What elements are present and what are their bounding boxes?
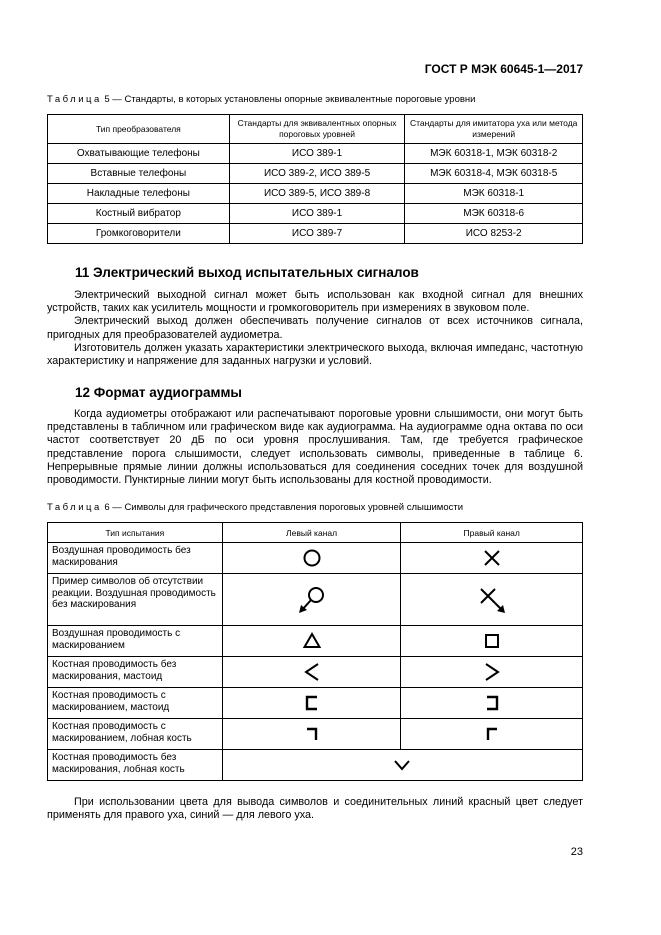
paragraph: При использовании цвета для вывода символов и соединительных линий красный цвет следует применять для правого уха, синий — для левого уха. <box>47 796 583 822</box>
table-cell <box>222 574 401 626</box>
table-cell <box>401 688 583 719</box>
section11-body <box>47 289 583 368</box>
table-header-row <box>48 523 583 543</box>
table5-caption <box>47 94 475 105</box>
table-cell: Пример символов об отсутствии реакции. Воздушная проводимость без маскирования <box>48 574 223 626</box>
paragraph: Когда аудиометры отображают или распечатывают пороговые уровни слышимости, они могут быть представлены в табличном или графическом виде как аудиограмма. На аудиограмме одна октава по оси частот соответствует 20 дБ по оси уровня прослушивания. Там, где требуется графическое представление порога слышимости, следует использовать символы, приведенные в таблице 6. Непрерывные прямые линии должны использоваться для соединения соседних точек для воздушной проводимости. Пунктирные линии могут быть использованы для костной проводимости. <box>47 408 583 487</box>
chevron-down-icon <box>391 754 413 776</box>
table-cell: МЭК 60318-4, МЭК 60318-5 <box>405 164 583 184</box>
corner-right-icon <box>301 723 323 745</box>
table-cell <box>222 657 401 688</box>
table-cell: Громкоговорители <box>48 224 230 244</box>
table-row <box>48 574 583 626</box>
corner-left-icon <box>481 723 503 745</box>
table-row <box>48 626 583 657</box>
cross-icon <box>481 547 503 569</box>
section12-heading: 12 Формат аудиограммы <box>75 385 242 400</box>
table-cell: Костная проводимость с маскированием, мастоид <box>48 688 223 719</box>
table-row <box>48 164 583 184</box>
table-cell <box>222 688 401 719</box>
table-cell: ИСО 389-1 <box>229 144 405 164</box>
table-row <box>48 543 583 574</box>
column-header: Стандарты для имитатора уха или метода измерений <box>405 115 583 144</box>
table-cell: Костная проводимость без маскирования, мастоид <box>48 657 223 688</box>
table-row <box>48 750 583 781</box>
square-icon <box>481 630 503 652</box>
table-cell: ИСО 389-5, ИСО 389-8 <box>229 184 405 204</box>
table-cell: Воздушная проводимость с маскированием <box>48 626 223 657</box>
circle-icon <box>301 547 323 569</box>
table-cell: Костная проводимость без маскирования, лобная кость <box>48 750 223 781</box>
table5 <box>47 114 583 244</box>
column-header: Правый канал <box>401 523 583 543</box>
table-cell: Накладные телефоны <box>48 184 230 204</box>
table-row <box>48 657 583 688</box>
closing-body <box>47 796 583 822</box>
column-header: Тип преобразователя <box>48 115 230 144</box>
table-cell: Воздушная проводимость без маскирования <box>48 543 223 574</box>
table-row <box>48 184 583 204</box>
column-header: Стандарты для эквивалентных опорных пороговых уровней <box>229 115 405 144</box>
table-cell <box>401 626 583 657</box>
table-cell: МЭК 60318-6 <box>405 204 583 224</box>
table-cell <box>222 543 401 574</box>
page-number: 23 <box>570 846 583 858</box>
table-row <box>48 144 583 164</box>
table-cell <box>401 574 583 626</box>
table-row <box>48 224 583 244</box>
paragraph: Электрический выход должен обеспечивать получение сигналов от всех источников сигнала, пригодных для преобразователей аудиометра. <box>47 315 583 341</box>
table-row <box>48 688 583 719</box>
section11-heading: 11 Электрический выход испытательных сигналов <box>75 265 419 280</box>
table-cell: МЭК 60318-1 <box>405 184 583 204</box>
table5-caption-word: Таблица <box>47 94 102 105</box>
table-cell <box>222 719 401 750</box>
table-cell <box>401 719 583 750</box>
table-cell: ИСО 8253-2 <box>405 224 583 244</box>
left-bracket-icon <box>301 692 323 714</box>
table-cell <box>222 626 401 657</box>
triangle-icon <box>301 630 323 652</box>
table-cell: Охватывающие телефоны <box>48 144 230 164</box>
paragraph: Электрический выходной сигнал может быть использован как входной сигнал для внешних устройств, таких как усилитель мощности и громкоговоритель при измерениях в звуковом поле. <box>47 289 583 315</box>
section12-body <box>47 408 583 487</box>
table-header-row <box>48 115 583 144</box>
document-header: ГОСТ Р МЭК 60645-1—2017 <box>424 62 583 76</box>
table-cell: Костная проводимость с маскированием, лобная кость <box>48 719 223 750</box>
table-cell <box>401 543 583 574</box>
table-cell: Вставные телефоны <box>48 164 230 184</box>
table5-caption-text: 5 — Стандарты, в которых установлены опорные эквивалентные пороговые уровни <box>101 94 476 105</box>
column-header: Левый канал <box>222 523 401 543</box>
table-cell: ИСО 389-7 <box>229 224 405 244</box>
table6 <box>47 522 583 781</box>
table-row <box>48 719 583 750</box>
column-header: Тип испытания <box>48 523 223 543</box>
table-cell <box>401 657 583 688</box>
table-cell: ИСО 389-1 <box>229 204 405 224</box>
table6-caption-word: Таблица <box>47 502 102 513</box>
table-cell: ИСО 389-2, ИСО 389-5 <box>229 164 405 184</box>
table-cell <box>222 750 582 781</box>
cross-arrow-icon <box>475 583 509 617</box>
table6-caption <box>47 502 463 513</box>
table-row <box>48 204 583 224</box>
greater-than-icon <box>481 661 503 683</box>
paragraph: Изготовитель должен указать характеристики электрического выхода, включая импеданс, частотную характеристику и напряжение для заданных нагрузки и условий. <box>47 341 583 368</box>
table6-caption-text: 6 — Символы для графического представления пороговых уровней слышимости <box>101 502 464 513</box>
circle-arrow-icon <box>295 583 329 617</box>
table-cell: МЭК 60318-1, МЭК 60318-2 <box>405 144 583 164</box>
right-bracket-icon <box>481 692 503 714</box>
less-than-icon <box>301 661 323 683</box>
table-cell: Костный вибратор <box>48 204 230 224</box>
